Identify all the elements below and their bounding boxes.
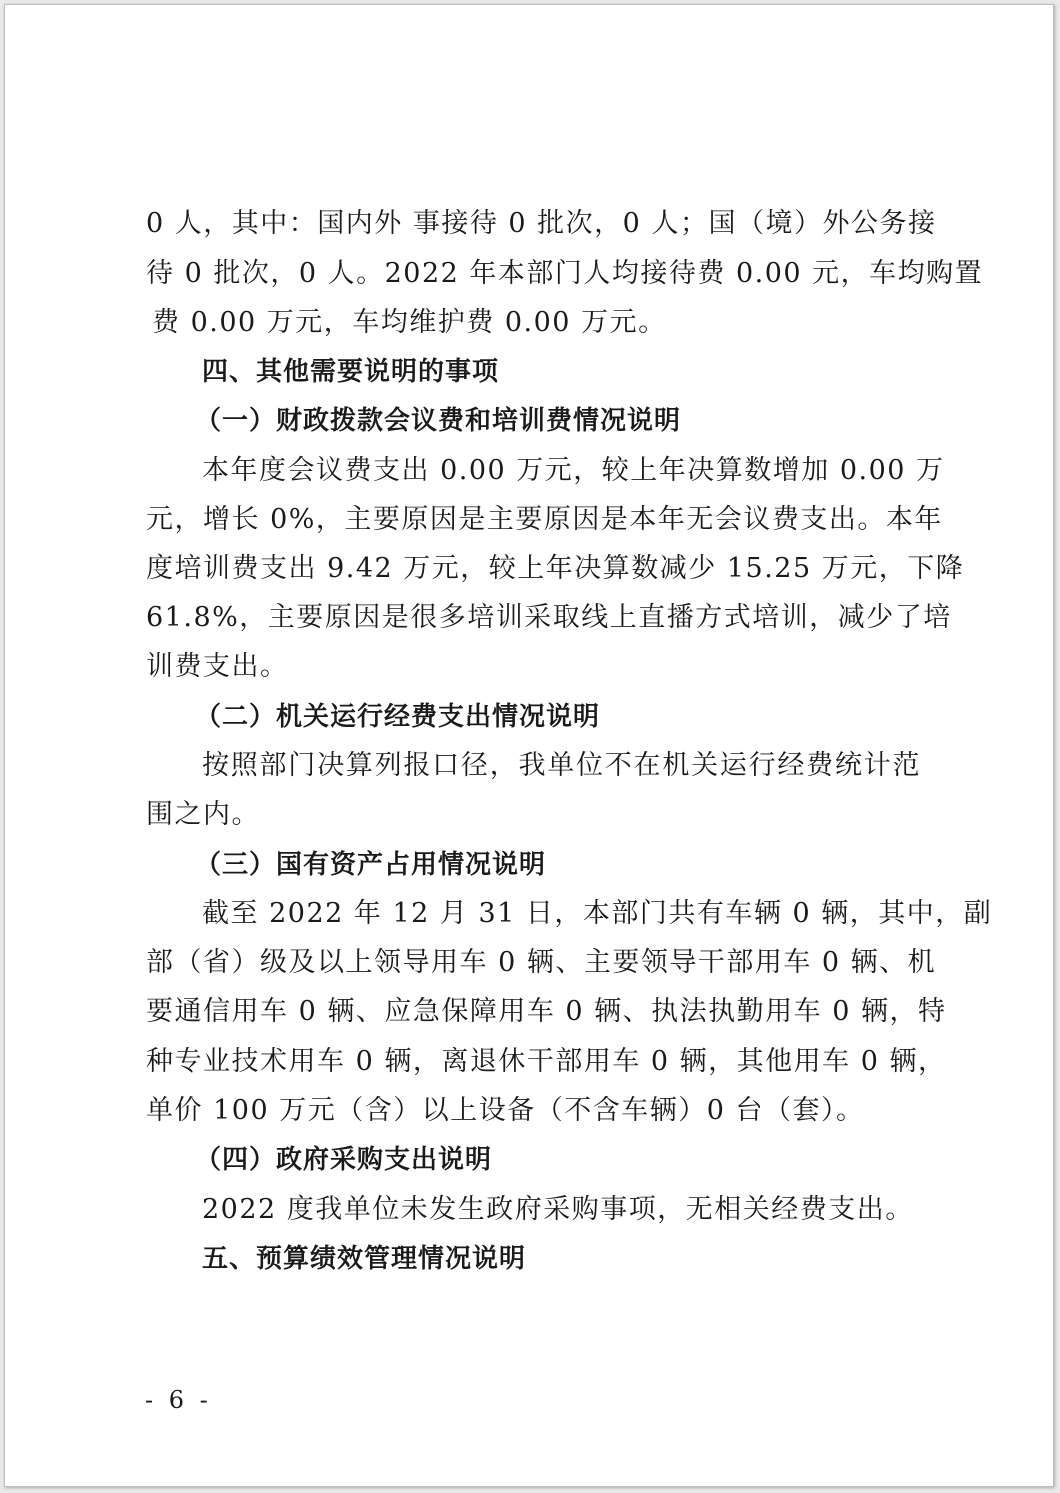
paragraph-line: 2022 度我单位未发生政府采购事项，无相关经费支出。 <box>202 1194 914 1225</box>
page-number: - 6 - <box>145 1386 212 1414</box>
paragraph-line: 61.8%，主要原因是很多培训采取线上直播方式培训，减少了培 <box>146 602 952 633</box>
paragraph-line: 种专业技术用车 0 辆，离退休干部用车 0 辆，其他用车 0 辆， <box>146 1046 947 1077</box>
paragraph-line: 按照部门决算列报口径，我单位不在机关运行经费统计范 <box>202 750 921 781</box>
paragraph-line: 元，增长 0%，主要原因是主要原因是本年无会议费支出。本年 <box>146 504 943 535</box>
paragraph-line: 围之内。 <box>146 799 260 830</box>
paragraph-line: 训费支出。 <box>146 651 289 682</box>
subsection-heading: （一）财政拨款会议费和培训费情况说明 <box>195 406 682 436</box>
paragraph-line: 本年度会议费支出 0.00 万元，较上年决算数增加 0.00 万 <box>202 455 945 486</box>
paragraph-line: 待 0 批次，0 人。2022 年本部门人均接待费 0.00 元，车均购置 <box>146 258 984 289</box>
paragraph-line: 截至 2022 年 12 月 31 日，本部门共有车辆 0 辆，其中，副 <box>202 898 993 929</box>
document-page <box>4 4 1054 1487</box>
paragraph-line: 费 0.00 万元，车均维护费 0.00 万元。 <box>152 307 667 338</box>
section-heading: 五、预算绩效管理情况说明 <box>202 1244 527 1274</box>
paragraph-line: 度培训费支出 9.42 万元，较上年决算数减少 15.25 万元，下降 <box>146 553 965 584</box>
subsection-heading: （四）政府采购支出说明 <box>195 1145 493 1175</box>
section-heading: 四、其他需要说明的事项 <box>202 357 500 387</box>
paragraph-line: 部（省）级及以上领导用车 0 辆、主要领导干部用车 0 辆、机 <box>146 947 937 978</box>
subsection-heading: （三）国有资产占用情况说明 <box>195 850 547 880</box>
paragraph-line: 0 人，其中：国内外 事接待 0 批次，0 人；国（境）外公务接 <box>146 208 937 239</box>
paragraph-line: 单价 100 万元（含）以上设备（不含车辆）0 台（套）。 <box>146 1095 865 1126</box>
subsection-heading: （二）机关运行经费支出情况说明 <box>195 702 601 732</box>
paragraph-line: 要通信用车 0 辆、应急保障用车 0 辆、执法执勤用车 0 辆，特 <box>146 996 947 1027</box>
